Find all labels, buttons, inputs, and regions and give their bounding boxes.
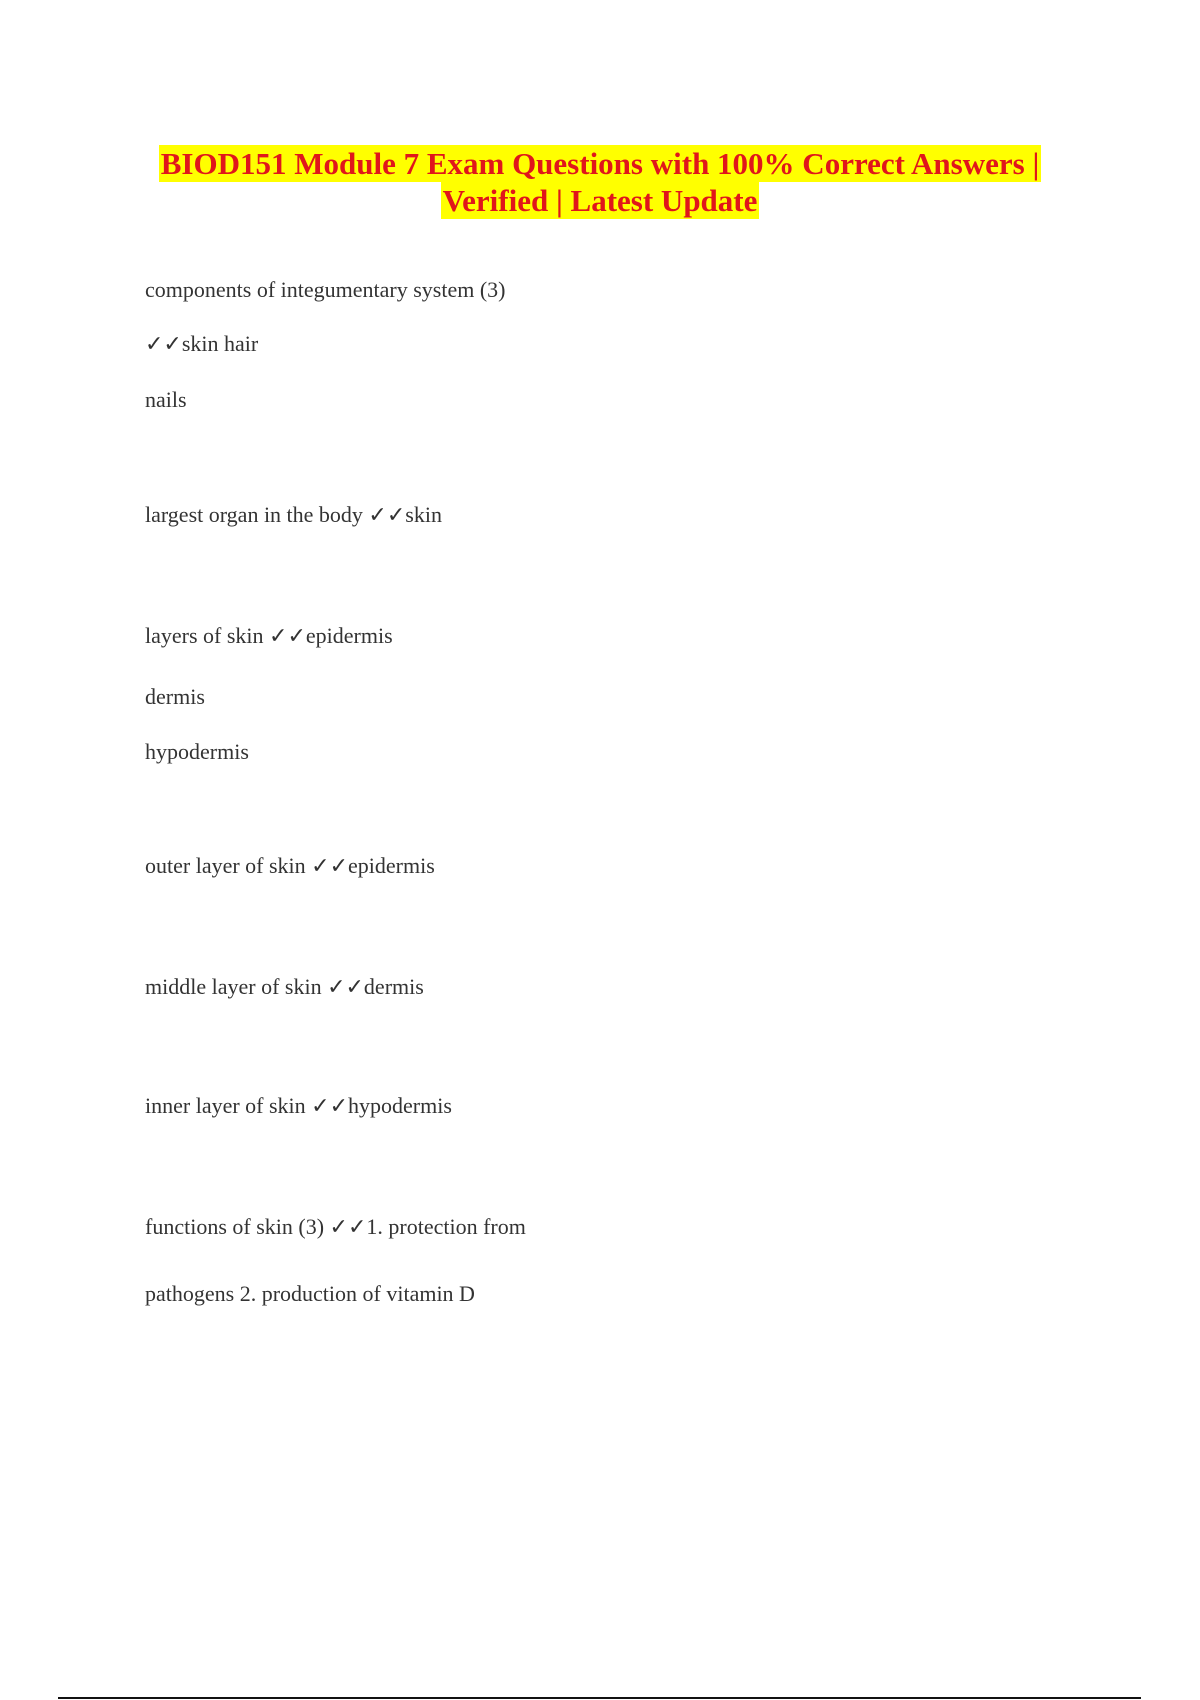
question-middle-layer: middle layer of skin ✓✓dermis (145, 974, 424, 999)
answer-functions-continued: pathogens 2. production of vitamin D (145, 1281, 475, 1306)
question-outer-layer: outer layer of skin ✓✓epidermis (145, 853, 435, 878)
question-layers-of-skin: layers of skin ✓✓epidermis (145, 623, 393, 648)
answer-nails: nails (145, 387, 187, 412)
question-components: components of integumentary system (3) (145, 277, 506, 302)
answer-dermis: dermis (145, 684, 205, 709)
answer-hypodermis: hypodermis (145, 739, 249, 764)
footer-rule (58, 1697, 1141, 1699)
question-inner-layer: inner layer of skin ✓✓hypodermis (145, 1093, 452, 1118)
answer-skin-hair: ✓✓skin hair (145, 331, 259, 356)
question-largest-organ: largest organ in the body ✓✓skin (145, 502, 442, 527)
question-functions-of-skin: functions of skin (3) ✓✓1. protection from (145, 1214, 526, 1239)
document-title (0, 145, 1200, 219)
title-line-2: Verified | Latest Update (442, 183, 758, 218)
title-line-1: BIOD151 Module 7 Exam Questions with 100% Correct Answers | (160, 146, 1040, 181)
